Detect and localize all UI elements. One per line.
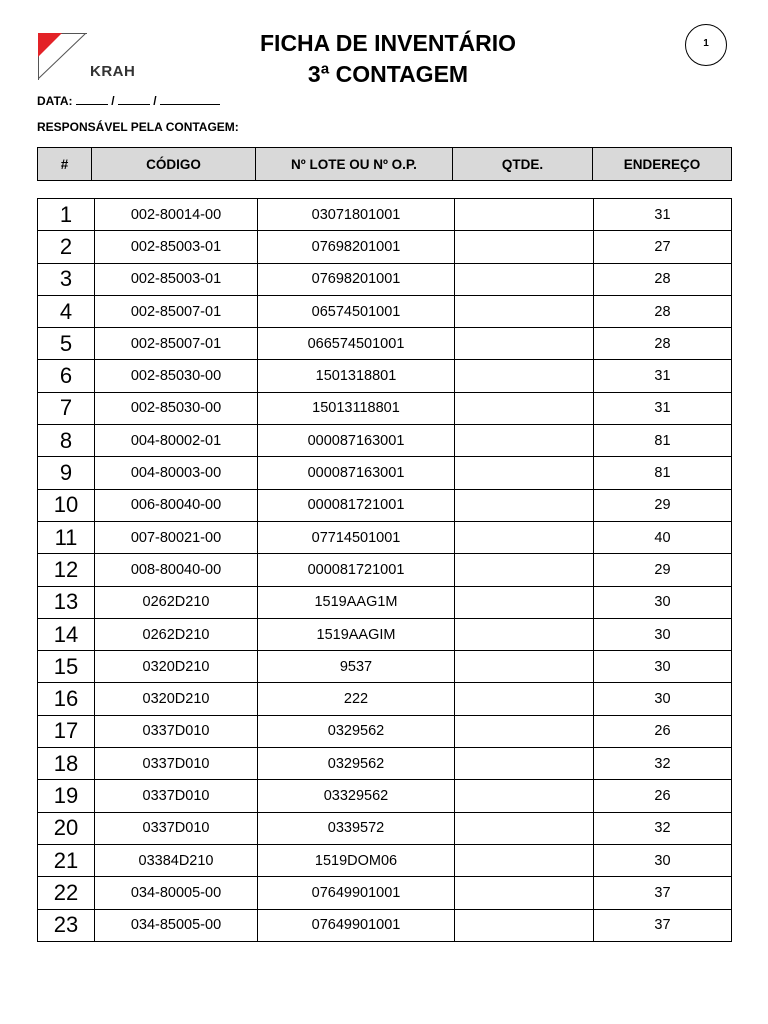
row-number: 21	[38, 844, 95, 876]
row-number: 19	[38, 780, 95, 812]
row-number: 4	[38, 295, 95, 327]
row-number: 12	[38, 554, 95, 586]
row-number: 16	[38, 683, 95, 715]
lote-cell: 000081721001	[258, 554, 455, 586]
table-row	[38, 263, 732, 295]
lote-cell: 000087163001	[258, 425, 455, 457]
date-field[interactable]	[37, 93, 220, 108]
responsible-label: RESPONSÁVEL PELA CONTAGEM:	[37, 120, 239, 134]
lote-cell: 07698201001	[258, 231, 455, 263]
qtde-input-cell[interactable]	[455, 199, 594, 231]
lote-cell: 1519AAG1M	[258, 586, 455, 618]
endereco-cell: 26	[594, 715, 732, 747]
endereco-cell: 28	[594, 263, 732, 295]
codigo-cell: 03384D210	[95, 844, 258, 876]
lote-cell: 066574501001	[258, 328, 455, 360]
table-row	[38, 231, 732, 263]
qtde-input-cell[interactable]	[455, 909, 594, 941]
codigo-cell: 034-85005-00	[95, 909, 258, 941]
endereco-cell: 28	[594, 328, 732, 360]
codigo-cell: 002-85007-01	[95, 328, 258, 360]
table-row	[38, 457, 732, 489]
qtde-input-cell[interactable]	[455, 877, 594, 909]
endereco-cell: 37	[594, 877, 732, 909]
row-number: 1	[38, 199, 95, 231]
table-row	[38, 328, 732, 360]
codigo-cell: 002-85007-01	[95, 295, 258, 327]
row-number: 10	[38, 489, 95, 521]
codigo-cell: 002-80014-00	[95, 199, 258, 231]
qtde-input-cell[interactable]	[455, 425, 594, 457]
endereco-cell: 30	[594, 651, 732, 683]
table-row	[38, 586, 732, 618]
endereco-cell: 26	[594, 780, 732, 812]
codigo-cell: 006-80040-00	[95, 489, 258, 521]
date-month-blank[interactable]	[118, 93, 150, 105]
endereco-cell: 31	[594, 392, 732, 424]
codigo-cell: 0337D010	[95, 715, 258, 747]
endereco-cell: 31	[594, 360, 732, 392]
table-row	[38, 844, 732, 876]
row-number: 22	[38, 877, 95, 909]
qtde-input-cell[interactable]	[455, 263, 594, 295]
table-row	[38, 295, 732, 327]
endereco-cell: 30	[594, 683, 732, 715]
column-header-codigo: CÓDIGO	[92, 148, 256, 181]
codigo-cell: 0262D210	[95, 586, 258, 618]
row-number: 7	[38, 392, 95, 424]
qtde-input-cell[interactable]	[455, 780, 594, 812]
endereco-cell: 81	[594, 457, 732, 489]
lote-cell: 07649901001	[258, 877, 455, 909]
logo-text: KRAH	[90, 63, 136, 80]
qtde-input-cell[interactable]	[455, 812, 594, 844]
table-row	[38, 651, 732, 683]
codigo-cell: 0337D010	[95, 812, 258, 844]
codigo-cell: 004-80003-00	[95, 457, 258, 489]
endereco-cell: 30	[594, 844, 732, 876]
column-header-endereco: ENDEREÇO	[593, 148, 732, 181]
row-number: 14	[38, 618, 95, 650]
table-row	[38, 554, 732, 586]
table-row	[38, 877, 732, 909]
endereco-cell: 30	[594, 586, 732, 618]
qtde-input-cell[interactable]	[455, 715, 594, 747]
codigo-cell: 002-85030-00	[95, 392, 258, 424]
row-number: 13	[38, 586, 95, 618]
table-row	[38, 812, 732, 844]
codigo-cell: 0262D210	[95, 618, 258, 650]
lote-cell: 1501318801	[258, 360, 455, 392]
table-row	[38, 748, 732, 780]
lote-cell: 07698201001	[258, 263, 455, 295]
qtde-input-cell[interactable]	[455, 554, 594, 586]
row-number: 5	[38, 328, 95, 360]
lote-cell: 03071801001	[258, 199, 455, 231]
codigo-cell: 002-85003-01	[95, 231, 258, 263]
table-row	[38, 683, 732, 715]
table-row	[38, 489, 732, 521]
qtde-input-cell[interactable]	[455, 457, 594, 489]
lote-cell: 07714501001	[258, 521, 455, 553]
row-number: 18	[38, 748, 95, 780]
qtde-input-cell[interactable]	[455, 295, 594, 327]
page-number: 1	[703, 38, 709, 49]
qtde-input-cell[interactable]	[455, 521, 594, 553]
table-row	[38, 909, 732, 941]
lote-cell: 0329562	[258, 748, 455, 780]
table-row	[38, 618, 732, 650]
endereco-cell: 29	[594, 554, 732, 586]
qtde-input-cell[interactable]	[455, 328, 594, 360]
qtde-input-cell[interactable]	[455, 360, 594, 392]
page-number-badge	[685, 24, 727, 66]
codigo-cell: 034-80005-00	[95, 877, 258, 909]
codigo-cell: 0320D210	[95, 651, 258, 683]
endereco-cell: 40	[594, 521, 732, 553]
column-header-lote: Nº LOTE OU Nº O.P.	[256, 148, 453, 181]
row-number: 2	[38, 231, 95, 263]
qtde-input-cell[interactable]	[455, 651, 594, 683]
qtde-input-cell[interactable]	[455, 586, 594, 618]
codigo-cell: 0337D010	[95, 748, 258, 780]
qtde-input-cell[interactable]	[455, 844, 594, 876]
row-number: 9	[38, 457, 95, 489]
row-number: 11	[38, 521, 95, 553]
lote-cell: 9537	[258, 651, 455, 683]
lote-cell: 000087163001	[258, 457, 455, 489]
page-subtitle: 3ª CONTAGEM	[307, 61, 469, 87]
table-row	[38, 780, 732, 812]
lote-cell: 222	[258, 683, 455, 715]
codigo-cell: 0320D210	[95, 683, 258, 715]
date-year-blank[interactable]	[160, 93, 220, 105]
lote-cell: 03329562	[258, 780, 455, 812]
page-title: FICHA DE INVENTÁRIO	[260, 30, 516, 56]
codigo-cell: 008-80040-00	[95, 554, 258, 586]
row-number: 8	[38, 425, 95, 457]
inventory-table	[37, 198, 732, 942]
table-row	[38, 199, 732, 231]
qtde-input-cell[interactable]	[455, 748, 594, 780]
row-number: 23	[38, 909, 95, 941]
date-separator: /	[111, 94, 115, 108]
endereco-cell: 81	[594, 425, 732, 457]
lote-cell: 1519DOM06	[258, 844, 455, 876]
endereco-cell: 27	[594, 231, 732, 263]
date-label: DATA:	[37, 94, 73, 108]
table-row	[38, 392, 732, 424]
codigo-cell: 002-85030-00	[95, 360, 258, 392]
qtde-input-cell[interactable]	[455, 618, 594, 650]
table-row	[38, 425, 732, 457]
endereco-cell: 28	[594, 295, 732, 327]
endereco-cell: 32	[594, 748, 732, 780]
date-day-blank[interactable]	[76, 93, 108, 105]
lote-cell: 1519AAGIM	[258, 618, 455, 650]
table-row	[38, 360, 732, 392]
codigo-cell: 002-85003-01	[95, 263, 258, 295]
qtde-input-cell[interactable]	[455, 392, 594, 424]
codigo-cell: 004-80002-01	[95, 425, 258, 457]
row-number: 17	[38, 715, 95, 747]
table-row	[38, 715, 732, 747]
lote-cell: 07649901001	[258, 909, 455, 941]
lote-cell: 0329562	[258, 715, 455, 747]
codigo-cell: 007-80021-00	[95, 521, 258, 553]
qtde-input-cell[interactable]	[455, 683, 594, 715]
lote-cell: 06574501001	[258, 295, 455, 327]
endereco-cell: 30	[594, 618, 732, 650]
table-header	[37, 147, 732, 181]
table-row	[38, 521, 732, 553]
qtde-input-cell[interactable]	[455, 489, 594, 521]
endereco-cell: 29	[594, 489, 732, 521]
endereco-cell: 31	[594, 199, 732, 231]
endereco-cell: 32	[594, 812, 732, 844]
column-header-qtde: QTDE.	[453, 148, 593, 181]
row-number: 3	[38, 263, 95, 295]
column-header-number: #	[38, 148, 92, 181]
codigo-cell: 0337D010	[95, 780, 258, 812]
row-number: 20	[38, 812, 95, 844]
endereco-cell: 37	[594, 909, 732, 941]
date-separator: /	[153, 94, 157, 108]
row-number: 6	[38, 360, 95, 392]
lote-cell: 15013118801	[258, 392, 455, 424]
row-number: 15	[38, 651, 95, 683]
qtde-input-cell[interactable]	[455, 231, 594, 263]
lote-cell: 0339572	[258, 812, 455, 844]
lote-cell: 000081721001	[258, 489, 455, 521]
